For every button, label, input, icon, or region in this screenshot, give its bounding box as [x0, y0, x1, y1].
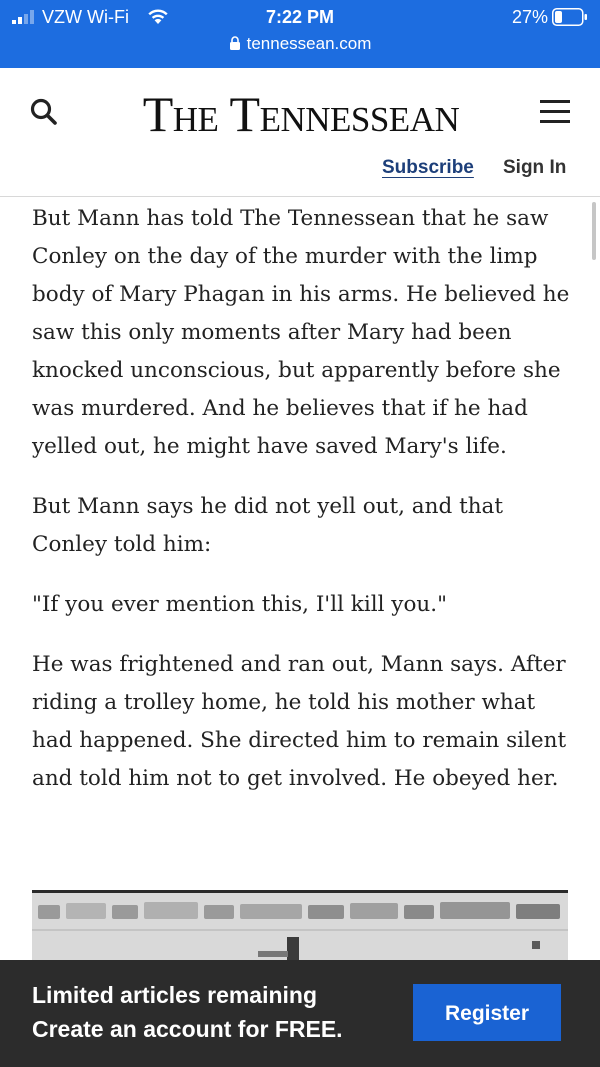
site-header — [0, 68, 600, 197]
registration-banner — [0, 960, 600, 1067]
sign-in-link[interactable]: Sign In — [503, 157, 567, 178]
article-document-image — [32, 890, 568, 963]
status-bar — [0, 0, 600, 32]
search-icon[interactable] — [28, 96, 62, 130]
banner-subheading: Create an account for FREE. — [32, 1016, 343, 1042]
site-logo[interactable]: The Tennessean — [142, 86, 460, 142]
browser-status-area — [0, 0, 600, 68]
scanned-document-graphic — [32, 893, 568, 963]
article-paragraph: He was frightened and ran out, Mann says. After riding a trolley home, he told his mother what had happened. She directed him to remain silent and told him not to get involved. He obeyed her. — [32, 652, 567, 791]
status-time: 7:22 PM — [265, 7, 335, 27]
banner-heading: Limited articles remaining — [32, 982, 318, 1008]
article-body — [32, 200, 572, 820]
scrollbar[interactable] — [592, 202, 596, 260]
register-button[interactable]: Register — [413, 984, 561, 1041]
url-bar[interactable] — [0, 32, 600, 56]
lock-icon — [229, 36, 241, 50]
article-paragraph: "If you ever mention this, I'll kill you." — [32, 592, 447, 617]
article-paragraph: But Mann says he did not yell out, and that Conley told him: — [32, 494, 504, 557]
battery-icon — [552, 8, 588, 26]
article-paragraph: But Mann has told The Tennessean that he saw Conley on the day of the murder with the limp body of Mary Phagan in his arms. He believed he saw this only moments after Mary had been knocked unconscious, but apparently before she was murdered. And he believes that if he had yelled out, he might have saved Mary's life. — [32, 206, 570, 459]
battery-percentage: 27% — [511, 7, 548, 27]
subscribe-link[interactable]: Subscribe — [382, 157, 474, 178]
hamburger-menu-icon[interactable] — [538, 96, 572, 126]
url-domain: tennessean.com — [246, 34, 372, 53]
carrier-name: VZW Wi-Fi — [42, 7, 129, 27]
